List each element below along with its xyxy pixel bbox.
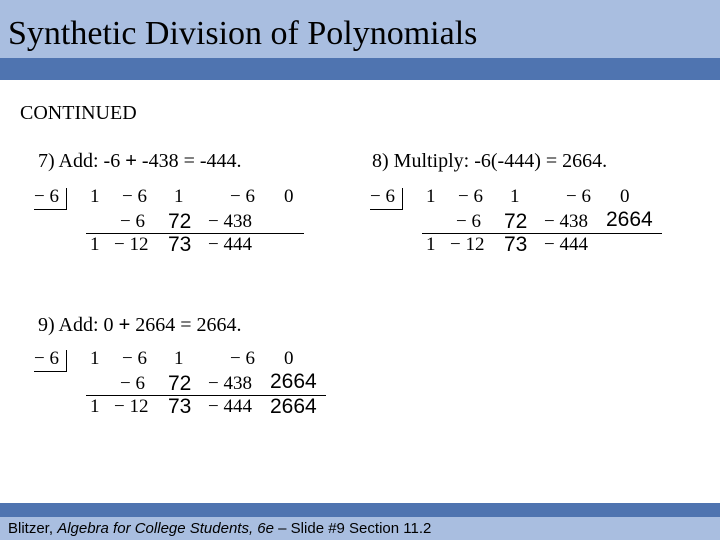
product: − 6 (120, 211, 145, 232)
divisor-bracket-horizontal (34, 209, 67, 210)
coefficient: 1 (90, 348, 100, 369)
product: 72 (168, 210, 192, 233)
coefficient: − 6 (230, 348, 255, 369)
result: 1 (426, 234, 436, 255)
divisor: − 6 (34, 186, 59, 207)
result: 73 (168, 233, 192, 256)
synthetic-division-step-9 (30, 348, 330, 428)
product: − 6 (456, 211, 481, 232)
product: 72 (504, 210, 528, 233)
header-rule (0, 58, 720, 80)
result: 73 (168, 395, 192, 418)
step-7-text (38, 148, 242, 174)
coefficient: 0 (284, 186, 294, 207)
result: 2664 (270, 395, 317, 418)
result: 73 (504, 233, 528, 256)
coefficient: 1 (426, 186, 436, 207)
coefficient: − 6 (458, 186, 483, 207)
step-7-post: -438 = -444. (136, 150, 242, 172)
divisor-bracket-horizontal (370, 209, 403, 210)
divisor-bracket-vertical (66, 350, 67, 372)
product: 2664 (606, 208, 653, 231)
coefficient: − 6 (122, 348, 147, 369)
result: − 444 (208, 396, 252, 417)
result: − 444 (544, 234, 588, 255)
footer-bar (0, 517, 720, 540)
title-bar (0, 0, 720, 58)
footer-slide-info: – Slide #9 Section 11.2 (274, 520, 432, 537)
product: − 438 (208, 211, 252, 232)
divisor: − 6 (370, 186, 395, 207)
divisor-bracket-vertical (66, 188, 67, 210)
result: − 444 (208, 234, 252, 255)
coefficient: − 6 (122, 186, 147, 207)
coefficient: 1 (174, 186, 184, 207)
synthetic-division-step-8 (366, 186, 666, 266)
divisor-bracket-horizontal (34, 371, 67, 372)
coefficient: 0 (620, 186, 630, 207)
coefficient: 1 (90, 186, 100, 207)
step-9-pre: 9) Add: 0 (38, 314, 119, 336)
coefficient: − 6 (566, 186, 591, 207)
product: 2664 (270, 370, 317, 393)
divisor: − 6 (34, 348, 59, 369)
coefficient: 0 (284, 348, 294, 369)
subtitle: CONTINUED (20, 102, 137, 124)
step-8-text: 8) Multiply: -6(-444) = 2664. (372, 150, 608, 172)
footer-book-title: Algebra for College Students, 6e (57, 520, 274, 537)
coefficient: 1 (174, 348, 184, 369)
result: − 12 (114, 396, 149, 417)
step-9-text (38, 312, 242, 338)
result: − 12 (114, 234, 149, 255)
synthetic-division-step-7 (30, 186, 330, 266)
result: 1 (90, 396, 100, 417)
result: 1 (90, 234, 100, 255)
product: − 438 (208, 373, 252, 394)
result: − 12 (450, 234, 485, 255)
coefficient: − 6 (230, 186, 255, 207)
footer-rule (0, 503, 720, 517)
coefficient: 1 (510, 186, 520, 207)
footer-citation (8, 520, 431, 538)
product: − 438 (544, 211, 588, 232)
step-7-pre: 7) Add: -6 (38, 150, 126, 172)
step-9-post: 2664 = 2664. (130, 314, 242, 336)
plus-sign: + (118, 314, 131, 336)
divisor-bracket-vertical (402, 188, 403, 210)
slide-title: Synthetic Division of Polynomials (8, 15, 478, 52)
product: 72 (168, 372, 192, 395)
footer-author: Blitzer, (8, 520, 58, 537)
product: − 6 (120, 373, 145, 394)
plus-sign: + (125, 150, 137, 172)
